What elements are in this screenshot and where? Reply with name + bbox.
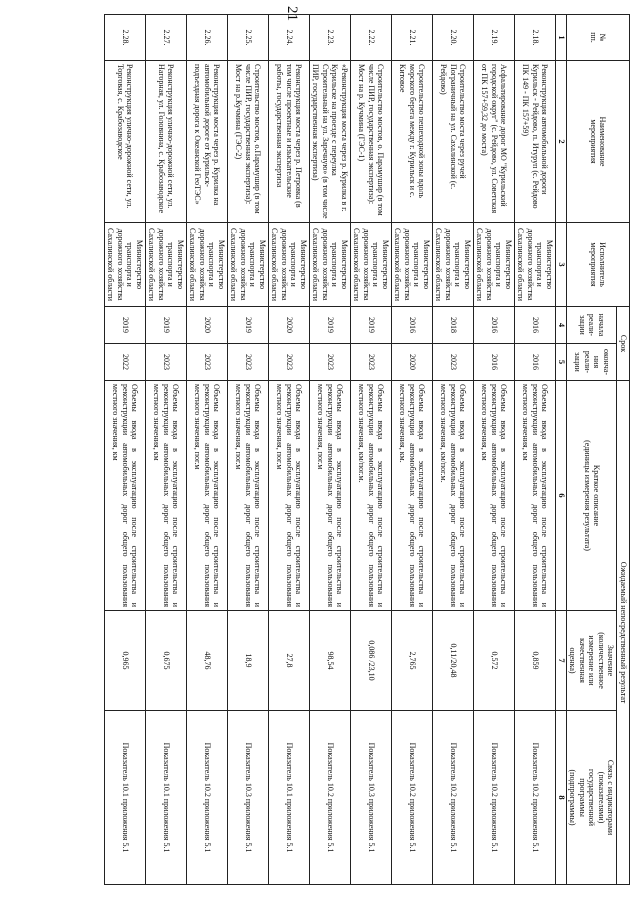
table-row (351, 15, 392, 885)
cell-value: 2,765 (392, 611, 433, 711)
cell-start-year: 2019 (105, 307, 146, 344)
cell-executor: Министерство транспорта и дорожного хозяйства Сахалинской области (146, 223, 187, 307)
cell-num: 2.22. (351, 15, 392, 61)
cell-value: 48,76 (187, 611, 228, 711)
cell-name: Строительство моста через ручей Пограничный на ул. Сахалинской (с. Рейдово) (433, 61, 474, 223)
cell-executor: Министерство транспорта и дорожного хозяйства Сахалинской области (474, 223, 515, 307)
table-row (228, 15, 269, 885)
cell-executor: Министерство транспорта и дорожного хозяйства Сахалинской области (351, 223, 392, 307)
rotated-table-container (106, 14, 630, 884)
cell-name: Реконструкция моста через р. Курилка на автомобильной дороге от Курильск-подъездная дорога к Океанской ГеоТЭС» (187, 61, 228, 223)
cell-value: 27,8 (269, 611, 310, 711)
cell-start-year: 2020 (269, 307, 310, 344)
col-number: 1 (556, 15, 567, 61)
cell-executor: Министерство транспорта и дорожного хозяйства Сахалинской области (187, 223, 228, 307)
cell-end-year: 2020 (392, 344, 433, 381)
table-row (433, 15, 474, 885)
cell-name: Строительство мостов, о.Парамушир (в том числе ПИР, государственная экспертиза): Мост на р.Кучмина (ГЭС-2) (228, 61, 269, 223)
cell-num: 2.26. (187, 15, 228, 61)
cell-executor: Министерство транспорта и дорожного хозяйства Сахалинской области (392, 223, 433, 307)
cell-value: 0,965 (105, 611, 146, 711)
table-row (146, 15, 187, 885)
cell-description: Объемы ввода в эксплуатацию после строительства и реконструкции автомобильных дорог общего пользования местного значения, км/пог.м. (433, 381, 474, 611)
cell-name: «Реконструкция моста через р. Курилка в г. Курильске на проезде с переулка Строительный на ул. Заречную» (в том числе ПИР, государственная экспертиза) (310, 61, 351, 223)
cell-num: 2.27. (146, 15, 187, 61)
cell-indicator-link: Показатель 10.3 приложения 5.1 (228, 711, 269, 885)
cell-description: Объемы ввода в эксплуатацию после строительства и реконструкции автомобильных дорог общего пользования местного значения, км (105, 381, 146, 611)
col-number: 2 (556, 61, 567, 223)
cell-description: Объемы ввода в эксплуатацию после строительства и реконструкции автомобильных дорог общего пользования местного значения, км (146, 381, 187, 611)
col-number: 3 (556, 223, 567, 307)
cell-executor: Министерство транспорта и дорожного хозяйства Сахалинской области (515, 223, 556, 307)
cell-num: 2.19. (474, 15, 515, 61)
cell-executor: Министерство транспорта и дорожного хозяйства Сахалинской области (269, 223, 310, 307)
cell-executor: Министерство транспорта и дорожного хозяйства Сахалинской области (310, 223, 351, 307)
cell-name: Реконструкция улично-дорожной сети, ул. Торговая, с. Крабозаводское (105, 61, 146, 223)
cell-description: Объемы ввода в эксплуатацию после строительства и реконструкции автомобильных дорог общего пользования местного значения, км. (392, 381, 433, 611)
cell-end-year: 2022 (105, 344, 146, 381)
cell-start-year: 2016 (474, 307, 515, 344)
cell-indicator-link: Показатель 10.1 приложения 5.1 (146, 711, 187, 885)
cell-value: 18,9 (228, 611, 269, 711)
cell-name: Строительство пешеходной зоны вдоль морского берега между г. Курильск и с. Китовое (392, 61, 433, 223)
cell-num: 2.23. (310, 15, 351, 61)
cell-end-year: 2023 (187, 344, 228, 381)
cell-value: 0,859 (515, 611, 556, 711)
cell-indicator-link: Показатель 10.2 приложения 5.1 (433, 711, 474, 885)
table-row (474, 15, 515, 885)
cell-description: Объемы ввода в эксплуатацию после строительства и реконструкции автомобильных дорог общего пользования местного значения, км (515, 381, 556, 611)
cell-start-year: 2016 (392, 307, 433, 344)
cell-description: Объемы ввода в эксплуатацию после строительства и реконструкции автомобильных дорог общего пользования местного значения, пог.м (310, 381, 351, 611)
cell-executor: Министерство транспорта и дорожного хозяйства Сахалинской области (105, 223, 146, 307)
col-number: 7 (556, 611, 567, 711)
header-executor: Исполнитель мероприятия (567, 223, 630, 307)
cell-indicator-link: Показатель 10.1 приложения 5.1 (269, 711, 310, 885)
cell-end-year: 2016 (474, 344, 515, 381)
header-name: Наименование мероприятия (567, 61, 630, 223)
table-body (105, 15, 556, 885)
cell-start-year: 2019 (310, 307, 351, 344)
cell-indicator-link: Показатель 10.2 приложения 5.1 (187, 711, 228, 885)
cell-indicator-link: Показатель 10.2 приложения 5.1 (515, 711, 556, 885)
table-row (515, 15, 556, 885)
cell-indicator-link: Показатель 10.2 приложения 5.1 (392, 711, 433, 885)
cell-end-year: 2023 (146, 344, 187, 381)
cell-name: Строительство мостов, о. Парамушир (в том числе ПИР, государственная экспертиза): Мост на р. Кучмина (ГЭС-1) (351, 61, 392, 223)
header-result: Ожидаемый непосредственный результат (617, 381, 630, 885)
col-number: 5 (556, 344, 567, 381)
cell-start-year: 2019 (228, 307, 269, 344)
cell-start-year: 2019 (146, 307, 187, 344)
cell-num: 2.20. (433, 15, 474, 61)
cell-description: Объемы ввода в эксплуатацию после строительства и реконструкции автомобильных дорог общего пользования местного значения, пог.м (269, 381, 310, 611)
cell-name: Реконструкция улично-дорожной сети, ул. Нагорная, ул. Головнина, с. Крабозаводское (146, 61, 187, 223)
cell-num: 2.21. (392, 15, 433, 61)
cell-description: Объемы ввода в эксплуатацию после строительства и реконструкции автомобильных дорог общего пользования местного значения, пог.м (187, 381, 228, 611)
cell-start-year: 2018 (433, 307, 474, 344)
measures-table (104, 14, 630, 885)
cell-description: Объемы ввода в эксплуатацию после строительства и реконструкции автомобильных дорог общего пользования местного значения, пог.м (228, 381, 269, 611)
cell-value: 0,572 (474, 611, 515, 711)
cell-indicator-link: Показатель 10.1 приложения 5.1 (105, 711, 146, 885)
table-row (310, 15, 351, 885)
cell-num: 2.25. (228, 15, 269, 61)
cell-end-year: 2023 (228, 344, 269, 381)
cell-num: 2.18. (515, 15, 556, 61)
cell-end-year: 2023 (310, 344, 351, 381)
cell-start-year: 2016 (515, 307, 556, 344)
cell-value: 0,086 /23,10 (351, 611, 392, 711)
header-term-end: оконча- ния реали- зации (567, 344, 618, 381)
table-row (269, 15, 310, 885)
page-number: 21 (284, 6, 300, 21)
table-row (392, 15, 433, 885)
cell-name: Реконструкция автомобильной дороги Курильск - Рейдово, п. Итуруп (с. Рейдово ПК 149 - ПК 157+59) (515, 61, 556, 223)
col-number: 8 (556, 711, 567, 885)
cell-executor: Министерство транспорта и дорожного хозяйства Сахалинской области (433, 223, 474, 307)
header-description: Краткое описание (единицы измерения результата) (567, 381, 618, 611)
header-term: Срок (617, 307, 630, 381)
cell-description: Объемы ввода в эксплуатацию после строительства и реконструкции автомобильных дорог общего пользования местного значения, км/пог.м. (351, 381, 392, 611)
col-number: 6 (556, 381, 567, 611)
header-value: Значение (количественное измерение или качественная оценка) (567, 611, 618, 711)
cell-value: 0,675 (146, 611, 187, 711)
header-num: № пп. (567, 15, 630, 61)
cell-value: 98,54 (310, 611, 351, 711)
cell-end-year: 2016 (515, 344, 556, 381)
cell-end-year: 2023 (433, 344, 474, 381)
col-number: 4 (556, 307, 567, 344)
cell-indicator-link: Показатель 10.2 приложения 5.1 (474, 711, 515, 885)
cell-name: Реконструкция моста через р. Петровка (в том числе проектные и изыскательские работы, государственная экспертиза (269, 61, 310, 223)
cell-end-year: 2023 (351, 344, 392, 381)
cell-indicator-link: Показатель 10.2 приложения 5.1 (310, 711, 351, 885)
header-term-start: начала реали- зации (567, 307, 618, 344)
column-numbers-row (556, 15, 567, 885)
cell-name: Асфальтирование дорог МО "Курильский городской округ" (с. Рейдово, ул. Советская от ПК 157+59,32 до моста) (474, 61, 515, 223)
cell-indicator-link: Показатель 10.3 приложения 5.1 (351, 711, 392, 885)
header-link: Связь с индикаторами (показателями) государственной программы (подпрограммы) (567, 711, 618, 885)
cell-end-year: 2023 (269, 344, 310, 381)
cell-num: 2.24. (269, 15, 310, 61)
cell-start-year: 2020 (187, 307, 228, 344)
cell-num: 2.28. (105, 15, 146, 61)
cell-description: Объемы ввода в эксплуатацию после строительства и реконструкции автомобильных дорог общего пользования местного значения, км (474, 381, 515, 611)
cell-start-year: 2019 (351, 307, 392, 344)
table-row (105, 15, 146, 885)
table-row (187, 15, 228, 885)
table-header (556, 15, 630, 885)
cell-executor: Министерство транспорта и дорожного хозяйства Сахалинской области (228, 223, 269, 307)
cell-value: 0,11/20,48 (433, 611, 474, 711)
